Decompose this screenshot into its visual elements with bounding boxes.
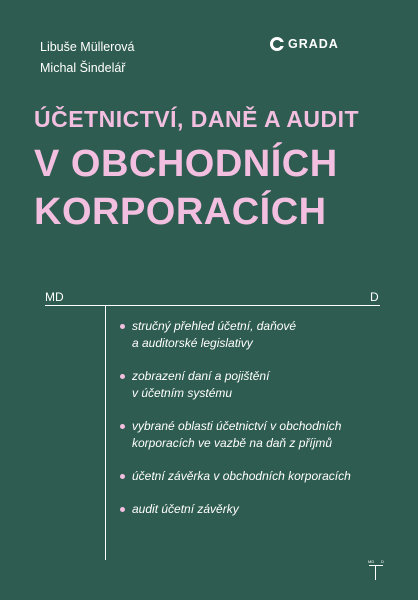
publisher-name: GRADA — [288, 37, 339, 51]
feature-text: stručný přehled účetní, daňové — [132, 319, 297, 333]
feature-text: vybrané oblasti účetnictví v obchodních — [132, 419, 342, 433]
series-logo-stem — [375, 565, 376, 580]
book-subtitle: ÚČETNICTVÍ, DANĚ A AUDIT — [34, 106, 360, 132]
feature-text: a auditorské legislativy — [132, 336, 253, 350]
feature-list — [120, 318, 402, 534]
book-title — [34, 140, 338, 236]
t-account-d-label: D — [370, 290, 379, 304]
feature-item — [120, 468, 402, 485]
feature-item — [120, 318, 402, 352]
t-account-md-label: MD — [45, 290, 64, 304]
feature-item — [120, 368, 402, 402]
series-logo-icon — [369, 561, 383, 585]
author-block — [40, 37, 135, 79]
feature-item — [120, 418, 402, 452]
book-title-line: KORPORACÍCH — [34, 191, 327, 233]
series-logo-right-label: D — [381, 559, 384, 564]
series-logo-left-label: MD — [368, 559, 375, 564]
bullet-icon — [120, 424, 125, 429]
feature-text: účetní závěrka v obchodních korporacích — [132, 469, 351, 483]
author-name: Michal Šindelář — [40, 61, 126, 75]
author-name: Libuše Müllerová — [40, 40, 135, 54]
publisher-logo — [270, 37, 339, 51]
bullet-icon — [120, 474, 125, 479]
feature-item — [120, 501, 402, 518]
feature-text: korporacích ve vazbě na daň z příjmů — [132, 436, 333, 450]
feature-text: v účetním systému — [132, 386, 233, 400]
bullet-icon — [120, 324, 125, 329]
feature-text: audit účetní závěrky — [132, 502, 239, 516]
bullet-icon — [120, 507, 125, 512]
book-title-line: V OBCHODNÍCH — [34, 143, 338, 185]
feature-text: zobrazení daní a pojištění — [132, 369, 270, 383]
t-account-vertical-line — [105, 305, 106, 560]
grada-logo-icon — [270, 37, 284, 51]
bullet-icon — [120, 374, 125, 379]
series-logo-bar — [369, 565, 383, 566]
t-account-horizontal-line — [45, 305, 380, 306]
